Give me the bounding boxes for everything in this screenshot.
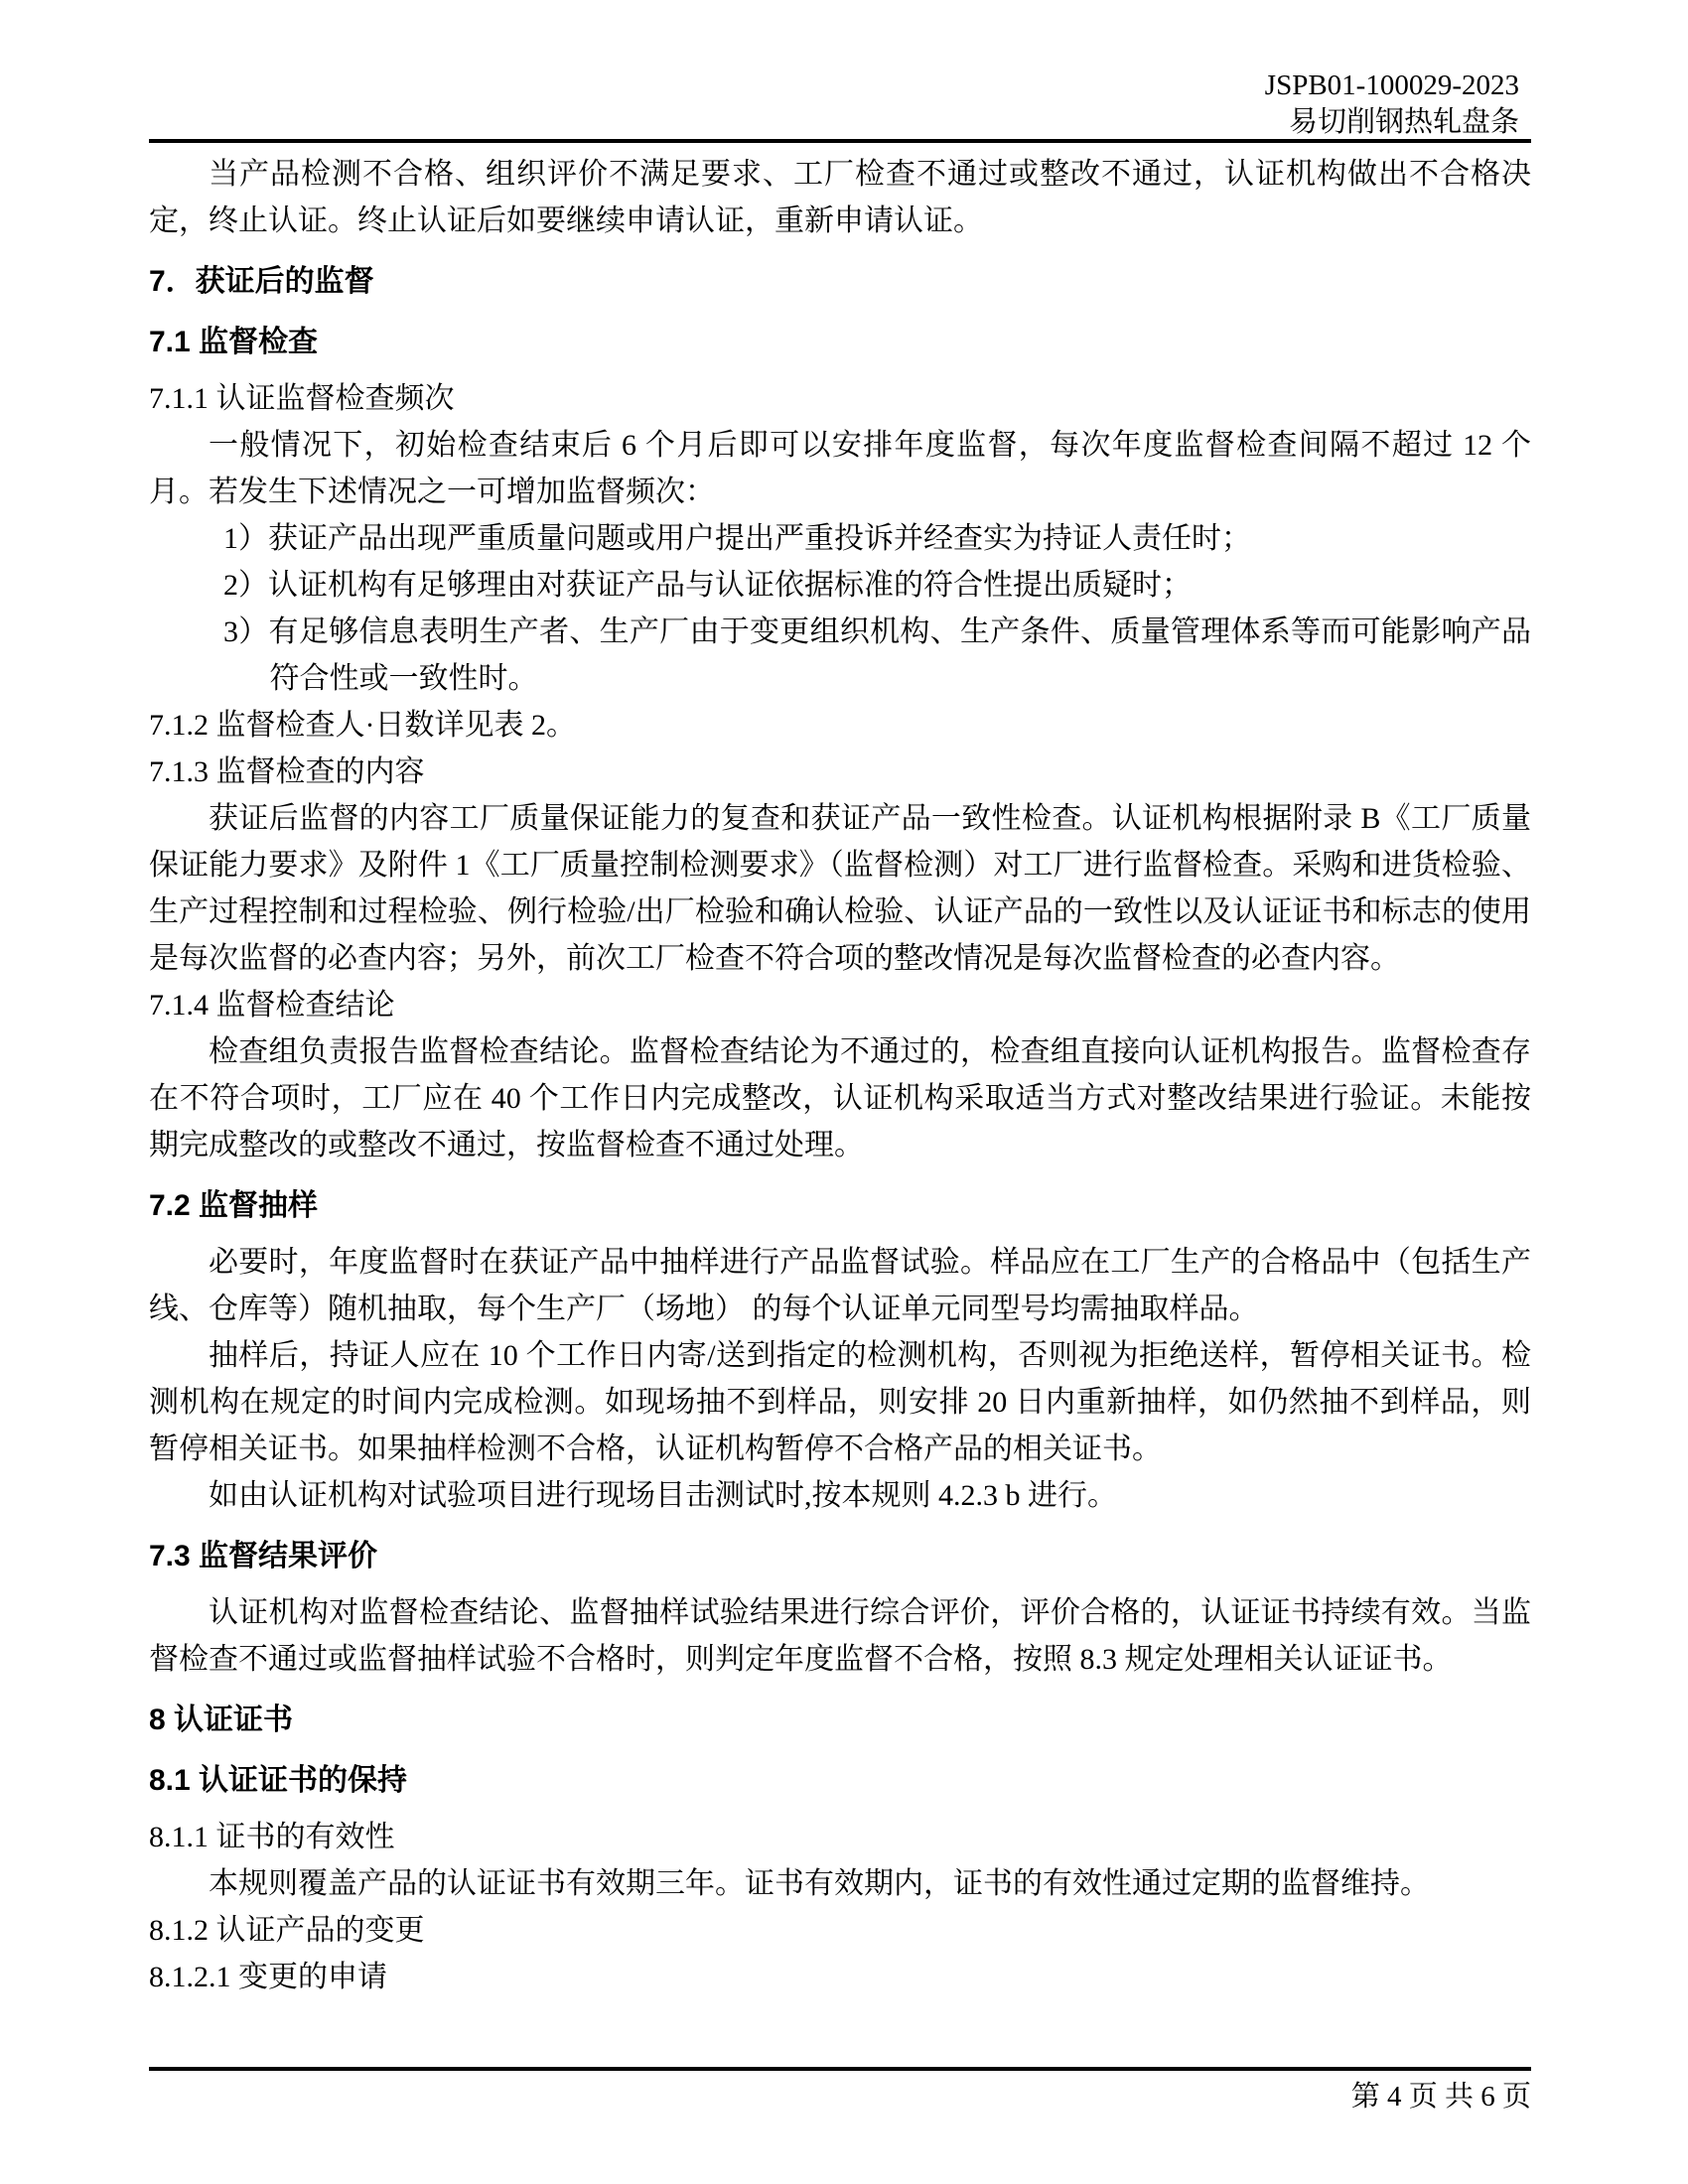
list-item-1: 1）获证产品出现严重质量问题或用户提出严重投诉并经查实为持证人责任时； [223,522,1251,555]
list-item-3: 3）有足够信息表明生产者、生产厂由于变更组织机构、生产条件、质量管理体系等而可能影响产品符合性或一致性时。 [223,615,1531,695]
heading-7-1-supervision-inspection: 7.1 监督检查 [149,326,319,358]
paragraph-inspection-content: 获证后监督的内容工厂质量保证能力的复查和获证产品一致性检查。认证机构根据附录 B《工厂质量保证能力要求》及附件 1《工厂质量控制检测要求》（监督检测）对工厂进行监督检查。采购和进货检验、生产过程控制和过程检验、例行检验/出厂检验和确认检验、认证产品的一致性以及认证证书和标志的使用是每次监督的必查内容；另外，前次工厂检查不符合项的整改情况是每次监督检查的必查内容。 [149,802,1531,975]
paragraph-frequency-general: 一般情况下，初始检查结束后 6 个月后即可以安排年度监督，每次年度监督检查间隔不超过 12 个月。若发生下述情况之一可增加监督频次： [149,429,1531,508]
heading-8-certificate: 8 认证证书 [149,1704,294,1736]
paragraph-sampling-scope: 必要时，年度监督时在获证产品中抽样进行产品监督试验。样品应在工厂生产的合格品中（包括生产线、仓库等）随机抽取，每个生产厂（场地） 的每个认证单元同型号均需抽取样品。 [149,1246,1531,1325]
subheading-7-1-4-conclusion: 7.1.4 监督检查结论 [149,989,395,1022]
page-footer [149,2077,1531,2116]
subheading-8-1-1-validity: 8.1.1 证书的有效性 [149,1821,395,1853]
paragraph-sampling-delivery: 抽样后，持证人应在 10 个工作日内寄/送到指定的检测机构，否则视为拒绝送样，暂停相关证书。检测机构在规定的时间内完成检测。如现场抽不到样品，则安排 20 日内重新抽样，如仍然抽不到样品，则暂停相关证书。如果抽样检测不合格，认证机构暂停不合格产品的相关证书。 [149,1339,1531,1465]
doc-code: JSPB01-100029-2023 [1264,69,1519,101]
header-divider [149,139,1531,143]
heading-7-2-supervision-sampling: 7.2 监督抽样 [149,1189,319,1222]
heading-8-1-certificate-keeping: 8.1 认证证书的保持 [149,1764,408,1797]
doc-title: 易切削钢热轧盘条 [1288,106,1519,138]
subheading-7-1-2-man-days: 7.1.2 监督检查人·日数详见表 2。 [149,709,576,742]
page-number: 第 4 页 共 6 页 [1350,2081,1531,2113]
footer-divider [149,2067,1531,2071]
subheading-8-1-2-1-change-request: 8.1.2.1 变更的申请 [149,1961,387,1993]
heading-7-post-cert-supervision: 7．获证后的监督 [149,265,374,298]
subheading-7-1-1-frequency: 7.1.1 认证监督检查频次 [149,382,455,415]
list-item-2: 2）认证机构有足够理由对获证产品与认证依据标准的符合性提出质疑时； [223,569,1192,602]
paragraph-inspection-conclusion: 检查组负责报告监督检查结论。监督检查结论为不通过的，检查组直接向认证机构报告。监督检查存在不符合项时，工厂应在 40 个工作日内完成整改，认证机构采取适当方式对整改结果进行验证。未能按期完成整改的或整改不通过，按监督检查不通过处理。 [149,1035,1531,1161]
paragraph-result-evaluation: 认证机构对监督检查结论、监督抽样试验结果进行综合评价，评价合格的，认证证书持续有效。当监督检查不通过或监督抽样试验不合格时，则判定年度监督不合格，按照 8.3 规定处理相关认证证书。 [149,1596,1531,1676]
paragraph-certificate-validity: 本规则覆盖产品的认证证书有效期三年。证书有效期内，证书的有效性通过定期的监督维持。 [209,1867,1430,1900]
paragraph-witness-test: 如由认证机构对试验项目进行现场目击测试时,按本规则 4.2.3 b 进行。 [209,1479,1117,1512]
subheading-7-1-3-content: 7.1.3 监督检查的内容 [149,755,425,788]
heading-7-3-result-evaluation: 7.3 监督结果评价 [149,1540,378,1572]
paragraph-fail-decision: 当产品检测不合格、组织评价不满足要求、工厂检查不通过或整改不通过，认证机构做出不合格决定，终止认证。终止认证后如要继续申请认证，重新申请认证。 [149,158,1531,237]
subheading-8-1-2-product-change: 8.1.2 认证产品的变更 [149,1914,425,1947]
page-header [149,68,1519,141]
document-body [149,151,1531,2000]
